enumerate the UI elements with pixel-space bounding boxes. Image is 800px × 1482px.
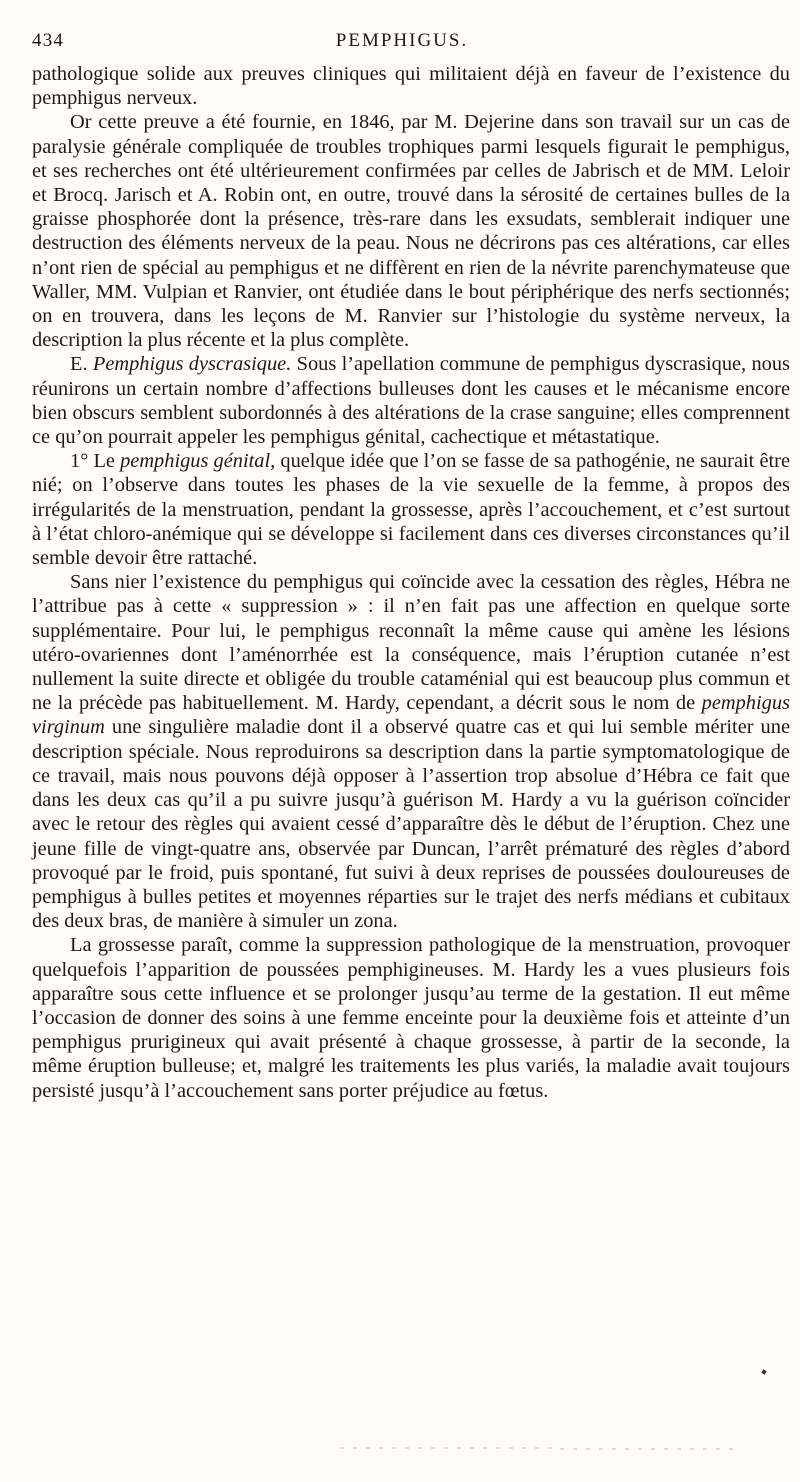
text-segment: 1° Le <box>70 450 121 473</box>
text-segment: quelque idée que l’on se fasse de sa pathogénie, ne saurait être nié; on l’observe dans toutes les phases de la vie sexuelle de la femme, à propos des irrégularités de la menstruation, pendant la grossesse, après l’accouchement, et c’est surtout à l’état chloro-anémique qui se développe si facilement dans ces diverses circonstances qu’il semble devoir être rattaché. <box>32 450 790 570</box>
paragraph <box>32 933 790 1102</box>
paragraph <box>32 62 790 110</box>
paragraph <box>32 449 790 570</box>
italic-term: pemphigus virginum <box>32 692 790 739</box>
section-heading-italic: Pemphigus dyscrasique. <box>92 353 292 376</box>
text-segment: La grossesse paraît, comme la suppression pathologique de la menstruation, provoquer quelquefois l’apparition de poussées pemphigineuses. M. Hardy les a vues plusieurs fois apparaître sous cette influence et se prolonger jusqu’au terme de la gestation. Il eut même l’occasion de donner des soins à une femme enceinte pour la deuxième fois et atteinte d’un pemphigus prurigineux qui avait présenté à chaque grossesse, à partir de la seconde, la même éruption bulleuse; et, malgré les traitements les plus variés, la maladie avait toujours persisté jusqu’à l’accouchement sans porter préjudice au fœtus. <box>32 934 790 1102</box>
body-text <box>32 62 790 1103</box>
text-segment: Or cette preuve a été fournie, en 1846, par M. Dejerine dans son travail sur un cas de paralysie générale compliquée de troubles trophiques parmi lesquels figurait le pemphigus, et ses recherches ont été ultérieurement confirmées par celles de Jabrisch et de MM. Leloir et Brocq. Jarisch et A. Robin ont, en outre, trouvé dans la sérosité de certaines bulles de la graisse phosphorée dont la présence, très-rare dans les exsudats, semblerait indiquer une destruction des éléments nerveux de la peau. Nous ne décrirons pas ces altérations, car elles n’ont rien de spécial au pemphigus et ne diffèrent en rien de la névrite parenchymateuse que Waller, MM. Vulpian et Ranvier, ont étudiée dans le bout périphérique des nerfs sectionnés; on en trouvera, dans les leçons de M. Ranvier sur l’histologie du système nerveux, la description la plus récente et la plus complète. <box>32 111 790 352</box>
paragraph <box>32 570 790 933</box>
paragraph <box>32 110 790 352</box>
italic-term: pemphigus génital, <box>120 450 276 473</box>
page-header <box>32 30 772 58</box>
text-segment: Sous l’apellation commune de pemphigus dyscrasique, nous réunirons un certain nombre d’affections bulleuses dont les causes et le mécanisme encore bien obscurs semblent subordonnés à des altérations de la crase sanguine; elles comprennent ce qu’on pourrait appeler les pemphigus génital, cachectique et métastatique. <box>32 353 790 449</box>
text-segment: pathologique solide aux preuves cliniques qui militaient déjà en faveur de l’existence du pemphigus nerveux. <box>32 63 790 110</box>
ink-mark <box>761 1369 767 1375</box>
scan-noise <box>0 1440 800 1456</box>
paragraph <box>32 352 790 449</box>
page-number: 434 <box>32 30 65 51</box>
running-title: PEMPHIGUS. <box>335 30 469 51</box>
text-segment: E. <box>70 353 93 376</box>
text-segment: Sans nier l’existence du pemphigus qui coïncide avec la cessation des règles, Hébra ne l’attribue pas à cette « suppression » : il n’en fait pas une affection en quelque sorte supplémentaire. Pour lui, le pemphigus reconnaît la même cause qui amène les lésions utéro-ovariennes dont l’aménorrhée est la conséquence, mais l’éruption cutanée n’est nullement la suite directe et obligée du trouble cataménial qui est beaucoup plus commun et ne la précède pas habituellement. M. Hardy, cependant, a décrit sous le nom de <box>32 571 790 715</box>
text-segment: une singulière maladie dont il a observé quatre cas et qui lui semble mériter une description spéciale. Nous reproduirons sa description dans la partie symptomatologique de ce travail, mais nous pouvons déjà opposer à l’assertion trop absolue d’Hébra ce fait que dans les deux cas qu’il a pu suivre jusqu’à guérison M. Hardy a vu la guérison coïncider avec le retour des règles qui avaient cessé d’apparaître dès le début de l’éruption. Chez une jeune fille de vingt-quatre ans, observée par Duncan, l’arrêt prématuré des règles d’abord provoqué par le froid, puis spontané, fut suivi à deux reprises de poussées douloureuses de pemphigus à bulles petites et moyennes réparties sur le trajet des nerfs médians et cubitaux des deux bras, de manière à simuler un zona. <box>32 716 790 933</box>
